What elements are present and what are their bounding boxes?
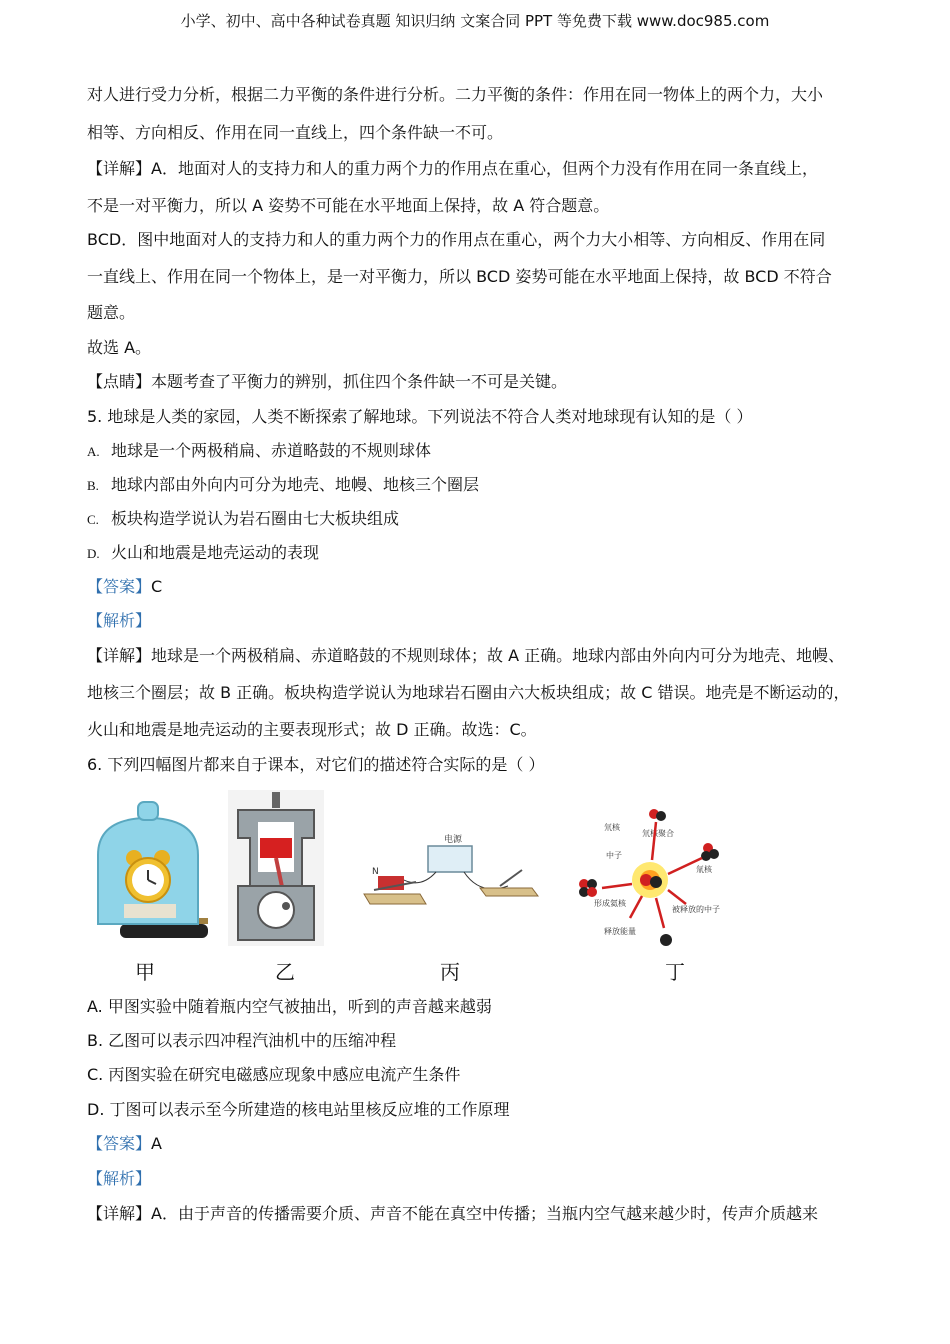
detail-text: 地球是一个两极稍扁、赤道略鼓的不规则球体；故 A 正确。地球内部由外向内可分为地壳、地幔、 xyxy=(151,646,845,665)
q4-comment xyxy=(87,371,567,393)
figure-yi-engine xyxy=(228,790,324,946)
q4-detail-line: 题意。 xyxy=(87,303,136,322)
q5-detail-line: 地核三个圈层；故 B 正确。板块构造学说认为地球岩石圈由六大板块组成；故 C 错误。地壳是不断运动的， xyxy=(87,683,850,702)
q4-detail-line xyxy=(87,158,818,180)
option-text: 火山和地震是地壳运动的表现 xyxy=(111,543,320,562)
arrow-icon xyxy=(668,890,686,904)
deuterium-label: 氘核 xyxy=(604,823,620,832)
q4-detail-line: 一直线上、作用在同一个物体上，是一对平衡力，所以 BCD 姿势可能在水平地面上保持，故 BCD 不符合 xyxy=(87,267,832,286)
page-header: 小学、初中、高中各种试卷真题 知识归纳 文案合同 PPT 等免费下载 www.doc985.com xyxy=(180,12,770,30)
q6-analysis-tag: 【解析】 xyxy=(87,1169,152,1188)
option-letter: D. xyxy=(87,546,100,561)
q5-analysis-tag: 【解析】 xyxy=(87,611,152,630)
option-letter: B. xyxy=(87,478,99,493)
base-board-icon xyxy=(364,894,426,904)
q6-answer xyxy=(87,1133,162,1155)
valve-icon xyxy=(198,918,208,924)
figure-label-bing: 丙 xyxy=(440,960,460,984)
q6-option-d: D. 丁图可以表示至今所建造的核电站里核反应堆的工作原理 xyxy=(87,1100,510,1119)
released-neutron-icon xyxy=(660,934,672,946)
fusion-label: 氘核聚合 xyxy=(642,829,674,838)
neutron-label: 中子 xyxy=(606,851,622,860)
detail-text: A．地面对人的支持力和人的重力两个力的作用点在重心，但两个力没有作用在同一条直线上， xyxy=(151,159,818,178)
q4-choice: 故选 A。 xyxy=(87,338,152,357)
detail-text: A．由于声音的传播需要介质、声音不能在真空中传播；当瓶内空气越来越少时，传声介质越来 xyxy=(151,1204,818,1223)
q5-stem: 5. 地球是人类的家园，人类不断探索了解地球。下列说法不符合人类对地球现有认知的是（ ） xyxy=(87,407,753,426)
piston-icon xyxy=(260,838,292,858)
arrow-icon xyxy=(652,822,656,860)
switch-icon xyxy=(500,870,522,886)
deuterium-neutron-icon xyxy=(656,811,666,821)
q5-answer xyxy=(87,576,162,598)
wire-icon xyxy=(400,872,436,883)
q4-detail-line: BCD．图中地面对人的支持力和人的重力两个力的作用点在重心，两个力大小相等、方向相反、作用在同 xyxy=(87,230,826,249)
option-text: 地球是一个两极稍扁、赤道略鼓的不规则球体 xyxy=(111,441,432,460)
figure-label-yi: 乙 xyxy=(275,960,295,984)
q4-detail-line: 不是一对平衡力，所以 A 姿势不可能在水平地面上保持，故 A 符合题意。 xyxy=(87,196,610,215)
q6-option-a: A. 甲图实验中随着瓶内空气被抽出，听到的声音越来越弱 xyxy=(87,997,492,1016)
q5-option-a xyxy=(87,440,431,463)
jar-knob-icon xyxy=(138,802,158,820)
comment-text: 本题考查了平衡力的辨别，抓住四个条件缺一不可是关键。 xyxy=(151,372,568,391)
helium-label: 形成氦核 xyxy=(594,899,626,908)
option-letter: C. xyxy=(87,512,99,527)
neutron-particle-icon xyxy=(650,876,662,888)
clock-base-icon xyxy=(124,904,176,918)
tritium-label: 氚核 xyxy=(696,865,712,874)
q6-option-c: C. 丙图实验在研究电磁感应现象中感应电流产生条件 xyxy=(87,1065,461,1084)
q4-analysis-line: 相等、方向相反、作用在同一直线上，四个条件缺一不可。 xyxy=(87,123,504,142)
vacuum-plate-icon xyxy=(120,924,208,938)
q6-option-b: B. 乙图可以表示四冲程汽油机中的压缩冲程 xyxy=(87,1031,397,1050)
figure-label-ding: 丁 xyxy=(665,960,685,984)
q5-detail-line: 火山和地震是地壳运动的主要表现形式；故 D 正确。故选：C。 xyxy=(87,720,537,739)
comment-tag: 【点睛】 xyxy=(87,372,152,391)
option-letter: A. xyxy=(87,444,100,459)
q5-option-b xyxy=(87,474,479,497)
arrow-icon xyxy=(602,884,632,888)
power-source-icon xyxy=(428,846,472,872)
proton-icon xyxy=(640,874,652,886)
answer-value: C xyxy=(151,577,163,596)
crankshaft-icon xyxy=(258,892,294,928)
crank-pin-icon xyxy=(282,902,290,910)
option-text: 地球内部由外向内可分为地壳、地幔、地核三个圈层 xyxy=(111,475,480,494)
q6-stem: 6. 下列四幅图片都来自于课本，对它们的描述符合实际的是（ ） xyxy=(87,755,545,774)
detail-tag: 【详解】 xyxy=(87,646,152,665)
answer-tag: 【答案】 xyxy=(87,577,152,596)
q5-option-c xyxy=(87,508,399,531)
figure-label-jia: 甲 xyxy=(135,960,155,984)
option-text: 板块构造学说认为岩石圈由七大板块组成 xyxy=(111,509,400,528)
switch-base-icon xyxy=(480,888,538,896)
q5-detail-line xyxy=(87,645,844,667)
figure-jia-bell-jar xyxy=(86,800,210,942)
q5-option-d xyxy=(87,542,319,565)
q6-detail-line xyxy=(87,1203,818,1225)
detail-tag: 【详解】 xyxy=(87,1204,152,1223)
answer-value: A xyxy=(151,1134,162,1153)
energy-label: 释放能量 xyxy=(604,927,636,936)
tritium-neutron-icon xyxy=(701,851,711,861)
spark-plug-icon xyxy=(272,792,280,808)
detail-tag: 【详解】 xyxy=(87,159,152,178)
power-label: 电源 xyxy=(444,835,463,845)
figure-ding-fusion xyxy=(568,800,732,950)
arrow-icon xyxy=(630,896,642,918)
figure-bing-circuit xyxy=(360,830,540,910)
wire-icon xyxy=(464,872,508,889)
q4-analysis-line: 对人进行受力分析，根据二力平衡的条件进行分析。二力平衡的条件：作用在同一物体上的两个力，大小 xyxy=(87,85,824,104)
answer-tag: 【答案】 xyxy=(87,1134,152,1153)
released-neutron-label: 被释放的中子 xyxy=(672,905,720,914)
arrow-icon xyxy=(656,898,664,928)
n-pole-label: N xyxy=(372,867,379,877)
helium-proton-icon xyxy=(587,887,597,897)
